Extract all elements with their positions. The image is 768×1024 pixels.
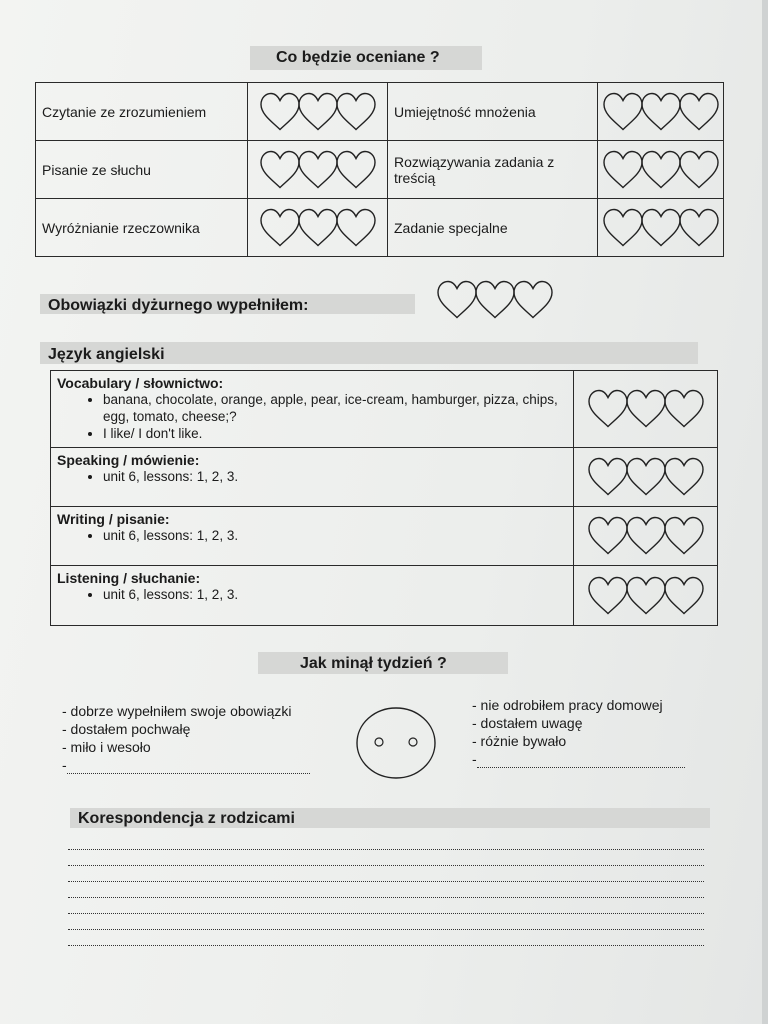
list-item: • unit 6, lessons: 1, 2, 3. (103, 586, 567, 603)
listening-cell (51, 566, 574, 626)
hearts-cell (574, 448, 718, 507)
heart-outline-icon[interactable] (587, 576, 629, 616)
heart-outline-icon[interactable] (678, 92, 720, 132)
hearts-group[interactable] (574, 576, 717, 616)
heart-outline-icon[interactable] (678, 208, 720, 248)
list-item: • banana, chocolate, orange, apple, pear, ice-cream, hamburger, pizza, chips, egg, tomato, cheese;? (103, 391, 567, 425)
hearts-group[interactable] (574, 389, 717, 429)
heart-outline-icon[interactable] (474, 280, 516, 320)
hearts-cell (574, 507, 718, 566)
list-item: • unit 6, lessons: 1, 2, 3. (103, 527, 567, 544)
heart-outline-icon[interactable] (335, 150, 377, 190)
hearts-cell (574, 371, 718, 448)
list-item: • unit 6, lessons: 1, 2, 3. (103, 468, 567, 485)
heart-outline-icon[interactable] (297, 92, 339, 132)
heart-outline-icon[interactable] (640, 150, 682, 190)
heart-outline-icon[interactable] (625, 457, 667, 497)
assessment-label: Pisanie ze słuchu (36, 141, 248, 199)
assessment-label: Rozwiązywania zadania z treścią (388, 141, 598, 199)
heart-outline-icon[interactable] (625, 389, 667, 429)
item-list (57, 527, 567, 544)
week-option: - nie odrobiłem pracy domowej (472, 697, 663, 713)
week-title: Jak minął tydzień ? (300, 655, 447, 672)
speaking-cell (51, 448, 574, 507)
week-option: - (472, 751, 477, 767)
week-option: - dobrze wypełniłem swoje obowiązki (62, 703, 292, 719)
blank-line[interactable] (67, 757, 310, 774)
item-list (57, 391, 567, 442)
assessment-label: Wyróżnianie rzeczownika (36, 199, 248, 257)
hearts-cell (598, 141, 724, 199)
correspondence-title: Korespondencja z rodzicami (78, 810, 295, 827)
writing-line[interactable] (68, 850, 704, 866)
duty-label: Obowiązki dyżurnego wypełniłem: (48, 297, 309, 314)
hearts-cell (248, 83, 388, 141)
heart-outline-icon[interactable] (259, 92, 301, 132)
week-option: - różnie bywało (472, 733, 567, 749)
heart-outline-icon[interactable] (335, 208, 377, 248)
writing-line[interactable] (68, 834, 704, 850)
heart-outline-icon[interactable] (663, 389, 705, 429)
hearts-cell (248, 141, 388, 199)
list-item: • I like/ I don't like. (103, 425, 567, 442)
hearts-group[interactable] (598, 208, 723, 248)
correspondence-lines (68, 834, 704, 946)
assessment-label: Zadanie specjalne (388, 199, 598, 257)
heart-outline-icon[interactable] (640, 208, 682, 248)
hearts-cell (574, 566, 718, 626)
assessment-table (35, 82, 724, 257)
heart-outline-icon[interactable] (625, 516, 667, 556)
writing-line[interactable] (68, 866, 704, 882)
hearts-cell (598, 199, 724, 257)
heart-outline-icon[interactable] (625, 576, 667, 616)
section-heading: Writing / pisanie: (57, 511, 170, 527)
paper-edge (762, 0, 768, 1024)
heart-outline-icon[interactable] (259, 208, 301, 248)
heart-outline-icon[interactable] (602, 92, 644, 132)
week-option: - miło i wesoło (62, 739, 151, 755)
assessment-label: Czytanie ze zrozumieniem (36, 83, 248, 141)
heart-outline-icon[interactable] (587, 457, 629, 497)
week-option: - (62, 757, 67, 773)
assessment-label: Umiejętność mnożenia (388, 83, 598, 141)
writing-line[interactable] (68, 882, 704, 898)
item-list (57, 468, 567, 485)
heart-outline-icon[interactable] (436, 280, 478, 320)
heart-outline-icon[interactable] (640, 92, 682, 132)
section-heading: Speaking / mówienie: (57, 452, 200, 468)
hearts-group[interactable] (248, 92, 387, 132)
duty-hearts[interactable] (430, 278, 560, 322)
heart-outline-icon[interactable] (512, 280, 554, 320)
writing-cell (51, 507, 574, 566)
writing-line[interactable] (68, 898, 704, 914)
hearts-group[interactable] (574, 457, 717, 497)
page-title: Co będzie oceniane ? (276, 49, 440, 66)
hearts-cell (248, 199, 388, 257)
hearts-group[interactable] (598, 92, 723, 132)
heart-outline-icon[interactable] (663, 576, 705, 616)
heart-outline-icon[interactable] (587, 389, 629, 429)
heart-outline-icon[interactable] (663, 457, 705, 497)
hearts-group[interactable] (598, 150, 723, 190)
week-option: - dostałem uwagę (472, 715, 583, 731)
face-circle-icon (354, 705, 438, 781)
heart-outline-icon[interactable] (587, 516, 629, 556)
heart-outline-icon[interactable] (297, 150, 339, 190)
week-right-list (472, 696, 685, 768)
hearts-group[interactable] (574, 516, 717, 556)
writing-line[interactable] (68, 930, 704, 946)
vocabulary-cell (51, 371, 574, 448)
hearts-group[interactable] (248, 208, 387, 248)
heart-outline-icon[interactable] (678, 150, 720, 190)
hearts-group[interactable] (248, 150, 387, 190)
blank-line[interactable] (477, 751, 685, 768)
english-title: Język angielski (48, 346, 165, 363)
item-list (57, 586, 567, 603)
week-left-list (62, 702, 310, 774)
section-heading: Listening / słuchanie: (57, 570, 201, 586)
heart-outline-icon[interactable] (602, 208, 644, 248)
heart-outline-icon[interactable] (602, 150, 644, 190)
week-option: - dostałem pochwałę (62, 721, 191, 737)
english-table (50, 370, 718, 626)
heart-outline-icon[interactable] (663, 516, 705, 556)
heart-outline-icon[interactable] (335, 92, 377, 132)
heart-outline-icon[interactable] (259, 150, 301, 190)
section-heading: Vocabulary / słownictwo: (57, 375, 224, 391)
heart-outline-icon[interactable] (297, 208, 339, 248)
writing-line[interactable] (68, 914, 704, 930)
hearts-cell (598, 83, 724, 141)
